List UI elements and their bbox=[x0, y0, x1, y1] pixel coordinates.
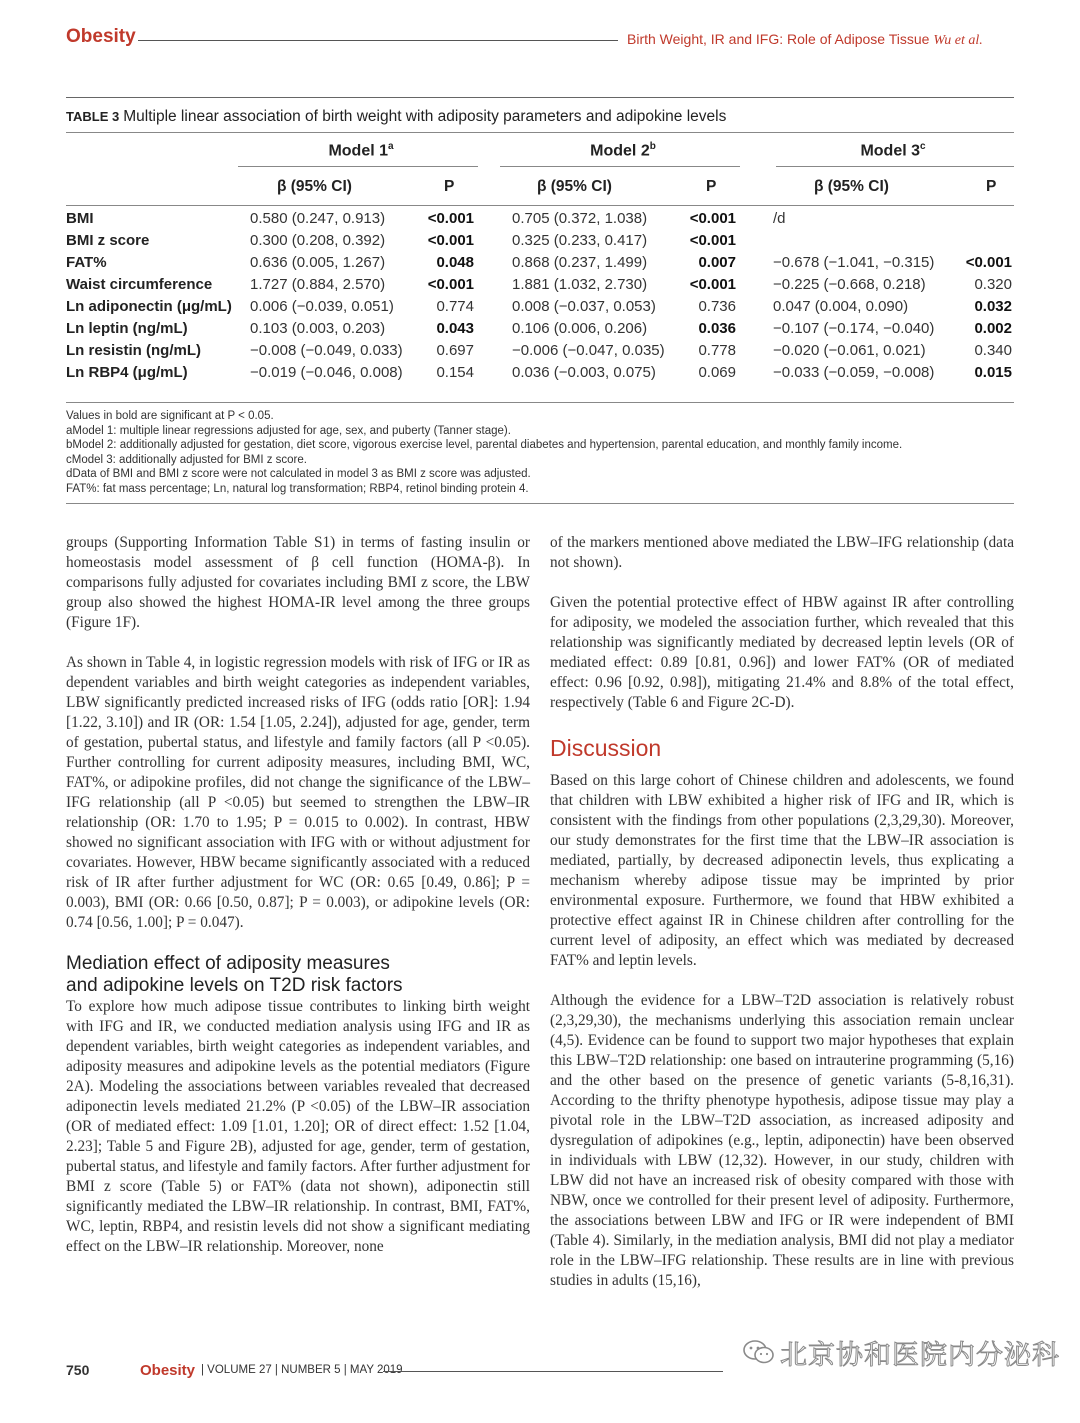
model-3-p: <0.001 bbox=[965, 254, 1012, 271]
model-2-beta: 0.325 (0.233, 0.417) bbox=[512, 232, 648, 249]
table-caption bbox=[66, 108, 726, 126]
model-2-beta: 0.008 (−0.037, 0.053) bbox=[512, 298, 656, 315]
model-2-name: Model 2 bbox=[590, 142, 650, 160]
footnote-b: bModel 2: additionally adjusted for gestation, diet score, vigorous exercise level, parental diabetes and hypertension, parental education, and monthly family income. bbox=[66, 439, 903, 451]
model-2-p: 0.736 bbox=[698, 298, 736, 315]
model-1-beta: 0.103 (0.003, 0.203) bbox=[250, 320, 386, 337]
model-1-p: 0.048 bbox=[436, 254, 474, 271]
row-label: Ln RBP4 (μg/mL) bbox=[66, 364, 188, 381]
model-3-beta: 0.047 (0.004, 0.090) bbox=[773, 298, 909, 315]
model-2-header bbox=[512, 141, 734, 160]
model-2-beta: 0.036 (−0.003, 0.075) bbox=[512, 364, 656, 381]
footer-rule bbox=[383, 1371, 723, 1372]
col-head-p-3: P bbox=[986, 178, 997, 195]
row-label: Ln adiponectin (μg/mL) bbox=[66, 298, 232, 315]
model-1-beta: 0.636 (0.005, 1.267) bbox=[250, 254, 386, 271]
running-header-authors: Wu et al. bbox=[933, 33, 983, 48]
left-paragraph-1: groups (Supporting Information Table S1) in terms of fasting insulin or homeostasis model assessment of β cell function (HOMA-β). In comparisons fully adjusted for covariates including BMI z score, the LBW group also showed the highest HOMA-IR level among the three groups (Figure 1F). bbox=[66, 534, 530, 631]
model-2-sup: b bbox=[649, 141, 656, 152]
model-1-beta: 1.727 (0.884, 2.570) bbox=[250, 276, 386, 293]
model-3-name: Model 3 bbox=[860, 142, 920, 160]
table-caption-text: Multiple linear association of birth weight with adiposity parameters and adipokine levels bbox=[123, 108, 727, 125]
model-1-p: <0.001 bbox=[427, 210, 474, 227]
model-3-p: 0.015 bbox=[974, 364, 1012, 381]
col-head-beta-2: β (95% CI) bbox=[537, 178, 612, 195]
table-row bbox=[0, 276, 1080, 298]
model-3-beta: /d bbox=[773, 210, 786, 227]
model-2-beta: 0.106 (0.006, 0.206) bbox=[512, 320, 648, 337]
table-footnotes bbox=[66, 409, 1016, 496]
col-head-p-2: P bbox=[706, 178, 717, 195]
row-label: Waist circumference bbox=[66, 276, 213, 293]
footnote-c: cModel 3: additionally adjusted for BMI z score. bbox=[66, 453, 307, 466]
model-1-p: 0.154 bbox=[436, 364, 474, 381]
table-top-rule bbox=[66, 97, 1014, 98]
model-2-beta: 1.881 (1.032, 2.730) bbox=[512, 276, 648, 293]
col-head-beta-3: β (95% CI) bbox=[814, 178, 889, 195]
right-paragraph-3: Based on this large cohort of Chinese children and adolescents, we found that children with LBW exhibited a higher risk of IFG and IR, which is consistent with the findings from other populations (2,3,29,30). Moreover, our study demonstrates for the first time that the LBW–IR association is mediated, partially, by decreased adiponectin levels, thus explicating a mechanism whereby adipose tissue may be imprinted by prior environmental exposure. Furthermore, we found that HBW exhibited a protective effect against IR in Chinese children after controlling for the current level of adiposity, an effect which was mediated by decreased FAT% and leptin levels. bbox=[550, 772, 1014, 969]
left-column bbox=[66, 533, 530, 1257]
model-3-beta: −0.225 (−0.668, 0.218) bbox=[773, 276, 926, 293]
running-header-journal: Obesity bbox=[66, 26, 136, 47]
model-1-beta: −0.008 (−0.049, 0.033) bbox=[250, 342, 403, 359]
table-row bbox=[0, 254, 1080, 276]
table-row bbox=[0, 342, 1080, 364]
model-1-rule bbox=[238, 166, 478, 167]
model-1-beta: 0.300 (0.208, 0.392) bbox=[250, 232, 386, 249]
table-bottom-rule bbox=[66, 402, 1014, 403]
model-3-header bbox=[773, 141, 1013, 160]
right-column bbox=[550, 533, 1014, 1291]
footnote-abbrev: FAT%: fat mass percentage; Ln, natural log transformation; RBP4, retinol binding protein 4. bbox=[66, 482, 529, 495]
model-3-sup: c bbox=[920, 141, 926, 152]
right-paragraph-2: Given the potential protective effect of HBW against IR after controlling for adiposity, we modeled the association further, which revealed that this relationship was significantly mediated by decreased leptin levels (OR of mediated effect: 0.89 [0.81, 0.96]) and lower FAT% (OR of mediated effect: 0.96 [0.92, 0.98]), mitigating 21.4% and 8.8% of the total effect, respectively (Table 6 and Figure 2C-D). bbox=[550, 594, 1014, 711]
discussion-heading: Discussion bbox=[550, 735, 662, 761]
left-paragraph-2: As shown in Table 4, in logistic regression models with risk of IFG or IR as dependent variables and birth weight categories as independent variables, LBW significantly predicted increased risks of IFG (odds ratio [OR]: 1.94 [1.22, 3.10]) and IR (OR: 1.54 [1.05, 2.24]), adjusted for age, gender, term of gestation, pubertal status, and lifestyle and family factors (all P <0.05). Further controlling for current adiposity measures, including BMI, WC, FAT%, or adipokine profiles, did not change the significance of the LBW–IFG relationship (all P <0.05) but seemed to strengthen the LBW–IR relationship (OR: 1.70 to 1.95; P = 0.015 to 0.002). In contrast, HBW showed no significant association with IFG with or without adjustment for covariates. However, HBW became significantly associated with a reduced risk of IR after further adjustment for WC (OR: 0.65 [0.49, 0.86]; P = 0.003), BMI (OR: 0.66 [0.50, 0.87]; P = 0.003), or adipokine levels (OR: 0.74 [0.56, 1.00]; P = 0.047). bbox=[66, 654, 530, 931]
table-row bbox=[0, 232, 1080, 254]
model-3-p: 0.032 bbox=[974, 298, 1012, 315]
model-2-p: 0.778 bbox=[698, 342, 736, 359]
col-head-p-1: P bbox=[444, 178, 455, 195]
model-2-p: <0.001 bbox=[689, 210, 736, 227]
model-2-p: <0.001 bbox=[689, 232, 736, 249]
model-2-rule bbox=[500, 166, 740, 167]
model-2-beta: 0.868 (0.237, 1.499) bbox=[512, 254, 648, 271]
column-header-rule bbox=[66, 205, 1014, 206]
model-2-beta: 0.705 (0.372, 1.038) bbox=[512, 210, 648, 227]
section-heading-mediation bbox=[66, 953, 530, 997]
model-3-p: 0.002 bbox=[974, 320, 1012, 337]
table-row bbox=[0, 210, 1080, 232]
model-2-p: <0.001 bbox=[689, 276, 736, 293]
row-label: BMI bbox=[66, 210, 94, 227]
table-caption-rule bbox=[66, 132, 1014, 133]
running-header-title bbox=[627, 31, 983, 49]
section-heading-line-1: Mediation effect of adiposity measures bbox=[66, 953, 390, 974]
model-1-beta: 0.580 (0.247, 0.913) bbox=[250, 210, 386, 227]
row-label: Ln resistin (ng/mL) bbox=[66, 342, 201, 359]
model-3-p: 0.340 bbox=[974, 342, 1012, 359]
footnote-d: dData of BMI and BMI z score were not calculated in model 3 as BMI z score was adjusted. bbox=[66, 468, 531, 480]
model-3-beta: −0.678 (−1.041, −0.315) bbox=[773, 254, 935, 271]
model-2-p: 0.007 bbox=[698, 254, 736, 271]
footnote-rule bbox=[66, 503, 1014, 504]
table-label: TABLE 3 bbox=[66, 109, 120, 124]
row-label: BMI z score bbox=[66, 232, 150, 249]
model-3-beta: −0.107 (−0.174, −0.040) bbox=[773, 320, 935, 337]
table-row bbox=[0, 298, 1080, 320]
model-1-header bbox=[250, 141, 472, 160]
row-label: FAT% bbox=[66, 254, 107, 271]
model-2-p: 0.069 bbox=[698, 364, 736, 381]
model-2-p: 0.036 bbox=[698, 320, 736, 337]
footer-journal: Obesity bbox=[140, 1362, 196, 1379]
model-1-p: 0.043 bbox=[436, 320, 474, 337]
footnote-a: aModel 1: multiple linear regressions adjusted for age, sex, and puberty (Tanner stage). bbox=[66, 424, 511, 437]
running-title: Birth Weight, IR and IFG: Role of Adipose Tissue bbox=[627, 31, 930, 47]
model-1-sup: a bbox=[388, 141, 394, 152]
model-3-beta: −0.020 (−0.061, 0.021) bbox=[773, 342, 926, 359]
model-3-beta: −0.033 (−0.059, −0.008) bbox=[773, 364, 935, 381]
model-2-beta: −0.006 (−0.047, 0.035) bbox=[512, 342, 665, 359]
model-1-p: 0.774 bbox=[436, 298, 474, 315]
model-1-beta: 0.006 (−0.039, 0.051) bbox=[250, 298, 394, 315]
page-number: 750 bbox=[66, 1362, 90, 1378]
table-row bbox=[0, 364, 1080, 386]
watermark: 北京协和医院内分泌科 bbox=[780, 1340, 1060, 1371]
wechat-icon bbox=[742, 1339, 776, 1365]
section-heading-line-2: and adipokine levels on T2D risk factors bbox=[66, 975, 403, 996]
footnote-bold: Values in bold are significant at P < 0.05. bbox=[66, 410, 274, 422]
model-1-p: <0.001 bbox=[427, 232, 474, 249]
model-3-p: 0.320 bbox=[974, 276, 1012, 293]
model-1-beta: −0.019 (−0.046, 0.008) bbox=[250, 364, 403, 381]
left-paragraph-3: To explore how much adipose tissue contributes to linking birth weight with IFG and IR, we conducted mediation analysis using IFG and IR as dependent variables, birth weight categories as independent variables, and adiposity measures and adipokine levels as the potential mediators (Figure 2A). Modeling the associations between variables revealed that decreased adiponectin levels mediated 21.2% (P <0.05) of the LBW–IR association (OR of mediated effect: 1.09 [1.01, 1.20]; OR of direct effect: 1.52 [1.04, 2.23]; Table 5 and Figure 2B), adjusted for age, gender, term of gestation, pubertal status, and lifestyle and family factors. After further adjustment for BMI z score (Table 5) or FAT% (data not shown), adiponectin still significantly mediated the LBW–IR relationship. In contrast, BMI, FAT%, WC, leptin, RBP4, and resistin levels did not show a significant mediating effect on the LBW–IR relationship. Moreover, none bbox=[66, 998, 530, 1255]
footer-volume-info: | VOLUME 27 | NUMBER 5 | MAY 2019 bbox=[201, 1364, 403, 1376]
model-1-p: 0.697 bbox=[436, 342, 474, 359]
running-header-rule bbox=[138, 40, 618, 41]
model-1-p: <0.001 bbox=[427, 276, 474, 293]
col-head-beta-1: β (95% CI) bbox=[277, 178, 352, 195]
right-paragraph-4: Although the evidence for a LBW–T2D association is relatively robust (2,3,29,30), the mechanisms underlying this association remain unclear (4,5). Evidence can be found to support two major hypotheses that explain this LBW–T2D relationship: one based on intrauterine programming (5,16) and the other based on the presence of genetic variants (5-8,16,31). According to the thrifty phenotype hypothesis, adipose tissue may play a pivotal role in the LBW–T2D association, as increased adiposity and dysregulation of adipokines (e.g., leptin, adiponectin) have been observed in individuals with LBW (12,32). However, in our study, children with LBW did not have an increased risk of obesity compared with those with NBW, once we controlled for their present level of adiposity. Furthermore, the associations between LBW and IFG or IR were independent of BMI (Table 4). Similarly, in the mediation analysis, BMI did not play a mediator role in the LBW–IFG relationship. These results are in line with previous studies in adults (15,16), bbox=[550, 992, 1014, 1289]
table-row bbox=[0, 320, 1080, 342]
row-label: Ln leptin (ng/mL) bbox=[66, 320, 188, 337]
right-paragraph-1: of the markers mentioned above mediated the LBW–IFG relationship (data not shown). bbox=[550, 534, 1014, 571]
model-1-name: Model 1 bbox=[328, 142, 388, 160]
model-3-rule bbox=[776, 166, 1014, 167]
